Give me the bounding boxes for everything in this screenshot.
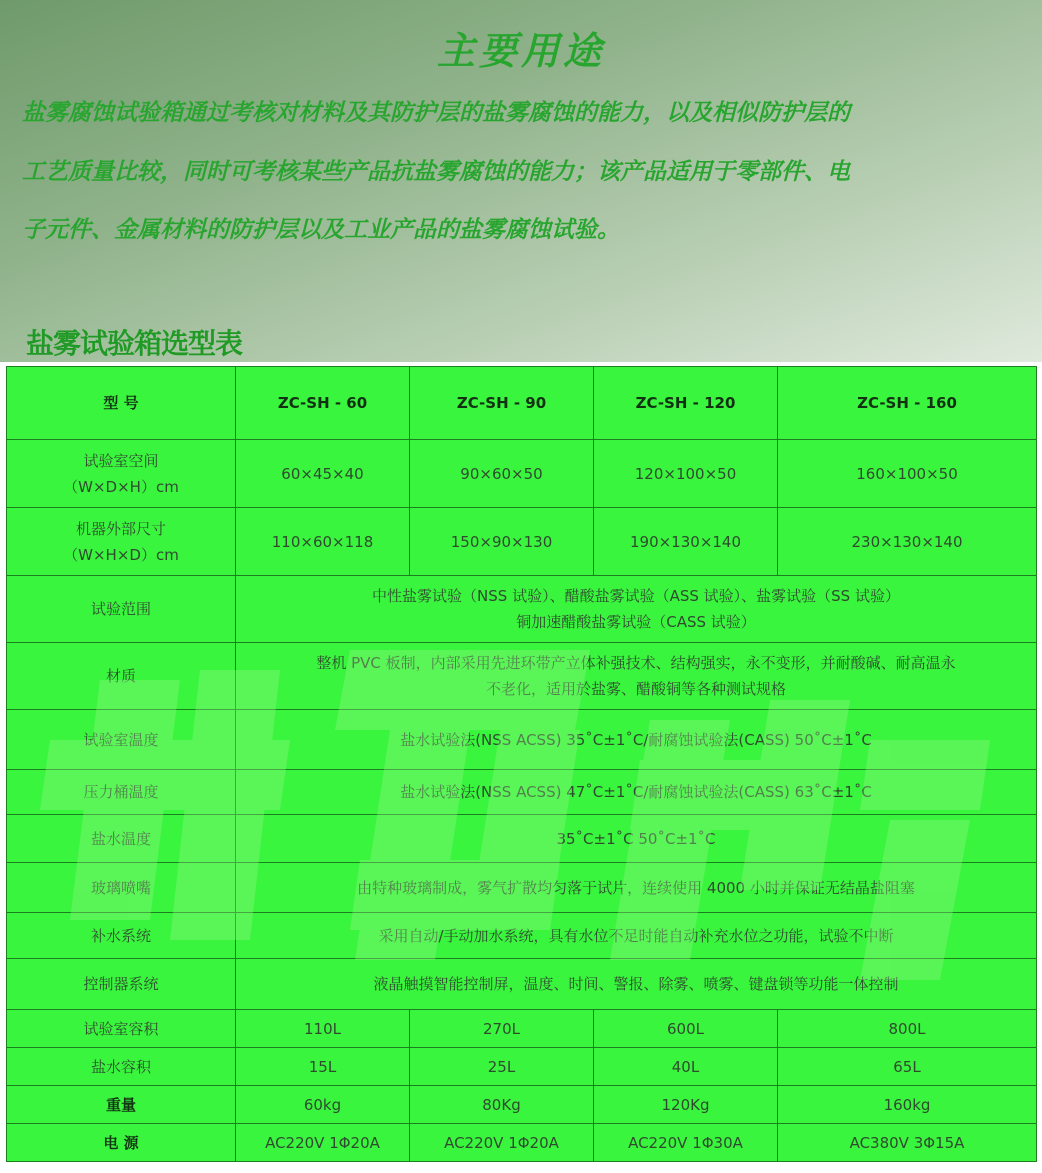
table-row [7, 863, 1037, 913]
table-row [7, 1124, 1037, 1162]
value-cell: 230×130×140 [778, 508, 1037, 576]
value-cell: AC220V 1Φ20A [236, 1124, 410, 1162]
value-cell: 110L [236, 1010, 410, 1048]
intro-paragraph [22, 84, 1027, 260]
table-row [7, 770, 1037, 815]
row-label: 试验室温度 [7, 710, 236, 770]
table-title: 盐雾试验箱选型表 [26, 327, 243, 360]
row-label: 试验室容积 [7, 1010, 236, 1048]
value-cell: 110×60×118 [236, 508, 410, 576]
model-cell: ZC-SH - 90 [410, 367, 594, 440]
spec-table [6, 366, 1037, 1162]
value-cell: AC380V 3Φ15A [778, 1124, 1037, 1162]
table-row [7, 913, 1037, 959]
value-cell: 600L [594, 1010, 778, 1048]
table-row [7, 367, 1037, 440]
value-cell: 120×100×50 [594, 440, 778, 508]
value-cell: 80Kg [410, 1086, 594, 1124]
page-title: 主要用途 [436, 29, 605, 73]
merged-value-cell: 液晶触摸智能控制屏，温度、时间、警报、除雾、喷雾、键盘锁等功能一体控制 [236, 959, 1037, 1010]
table-row [7, 643, 1037, 710]
merged-value-cell: 盐水试验法(NSS ACSS) 35˚C±1˚C/耐腐蚀试验法(CASS) 50˚C±1˚C [236, 710, 1037, 770]
intro-line: 子元件、金属材料的防护层以及工业产品的盐雾腐蚀试验。 [22, 217, 620, 243]
model-cell: ZC-SH - 120 [594, 367, 778, 440]
value-cell: 270L [410, 1010, 594, 1048]
row-label: 玻璃喷嘴 [7, 863, 236, 913]
spec-table-container [6, 366, 1036, 1162]
header-label: 型 号 [7, 367, 236, 440]
merged-value-cell: 盐水试验法(NSS ACSS) 47˚C±1˚C/耐腐蚀试验法(CASS) 63˚C±1˚C [236, 770, 1037, 815]
model-cell: ZC-SH - 60 [236, 367, 410, 440]
header-banner [0, 0, 1042, 362]
row-label: 试验范围 [7, 576, 236, 643]
merged-value-cell: 由特种玻璃制成，雾气扩散均匀落于试片，连续使用 4000 小时并保证无结晶盐阻塞 [236, 863, 1037, 913]
value-line: 中性盐雾试验（NSS 试验）、醋酸盐雾试验（ASS 试验）、盐雾试验（SS 试验） [372, 587, 900, 605]
table-row [7, 440, 1037, 508]
value-cell: 150×90×130 [410, 508, 594, 576]
value-cell: 190×130×140 [594, 508, 778, 576]
table-row [7, 1048, 1037, 1086]
table-row [7, 1010, 1037, 1048]
row-label: 重量 [7, 1086, 236, 1124]
row-label: 材质 [7, 643, 236, 710]
model-cell: ZC-SH - 160 [778, 367, 1037, 440]
value-cell: 90×60×50 [410, 440, 594, 508]
table-row [7, 959, 1037, 1010]
table-row [7, 1086, 1037, 1124]
value-cell: 120Kg [594, 1086, 778, 1124]
value-line: 铜加速醋酸盐雾试验（CASS 试验） [516, 613, 756, 631]
row-label [7, 508, 236, 576]
row-label: 盐水温度 [7, 815, 236, 863]
table-row [7, 815, 1037, 863]
value-line: 整机 PVC 板制，内部采用先进环带产立体补强技术、结构强实，永不变形，并耐酸碱、耐高温永 [316, 654, 956, 672]
merged-value-cell [236, 576, 1037, 643]
value-cell: 60×45×40 [236, 440, 410, 508]
row-label-line: 机器外部尺寸 [75, 519, 166, 538]
table-row [7, 508, 1037, 576]
row-label-unit: （W×D×H）cm [63, 477, 179, 496]
row-label: 补水系统 [7, 913, 236, 959]
merged-value-cell: 采用自动/手动加水系统，具有水位不足时能自动补充水位之功能，试验不中断 [236, 913, 1037, 959]
row-label: 压力桶温度 [7, 770, 236, 815]
intro-line: 工艺质量比较，同时可考核某些产品抗盐雾腐蚀的能力；该产品适用于零部件、电 [22, 158, 850, 185]
row-label [7, 440, 236, 508]
merged-value-cell [236, 643, 1037, 710]
value-cell: AC220V 1Φ20A [410, 1124, 594, 1162]
value-cell: 160kg [778, 1086, 1037, 1124]
value-cell: 40L [594, 1048, 778, 1086]
row-label: 电 源 [7, 1124, 236, 1162]
value-cell: 65L [778, 1048, 1037, 1086]
row-label: 盐水容积 [7, 1048, 236, 1086]
row-label-line: 试验室空间 [83, 451, 159, 470]
table-row [7, 710, 1037, 770]
value-cell: 25L [410, 1048, 594, 1086]
value-cell: AC220V 1Φ30A [594, 1124, 778, 1162]
value-cell: 15L [236, 1048, 410, 1086]
value-cell: 160×100×50 [778, 440, 1037, 508]
value-cell: 60kg [236, 1086, 410, 1124]
intro-line: 盐雾腐蚀试验箱通过考核对材料及其防护层的盐雾腐蚀的能力，以及相似防护层的 [22, 100, 850, 126]
merged-value-cell: 35˚C±1˚C 50˚C±1˚C [236, 815, 1037, 863]
value-cell: 800L [778, 1010, 1037, 1048]
row-label-unit: （W×H×D）cm [63, 545, 179, 564]
row-label: 控制器系统 [7, 959, 236, 1010]
value-line: 不老化，适用於盐雾、醋酸铜等各种测试规格 [485, 680, 786, 698]
table-row [7, 576, 1037, 643]
